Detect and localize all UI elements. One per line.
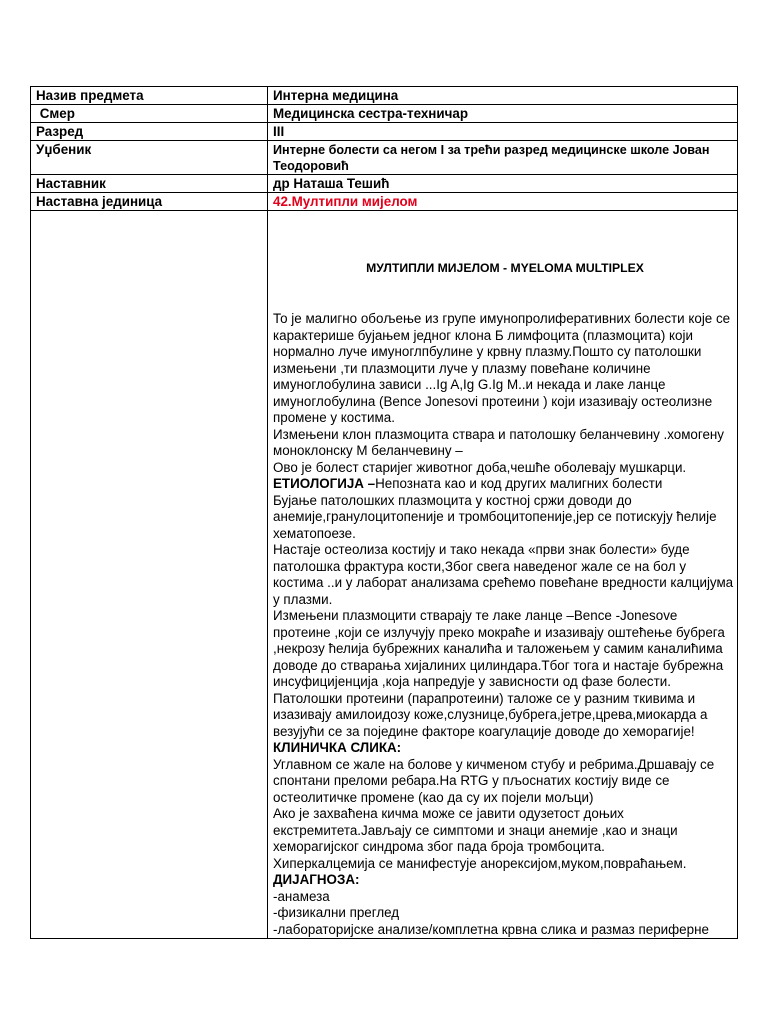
clinical-heading: КЛИНИЧКА СЛИКА: — [273, 740, 402, 755]
paragraph: Патолошки протеини (парапротеини) таложе се у разним ткивима и изазивају амилоидозу коже,слузнице,бубрега,јетре,црева,миокарда а везујући се за поједине факторе коагулације доводе до хеморагије! — [273, 690, 708, 739]
label-grade: Разред — [31, 123, 268, 141]
table-row — [31, 175, 738, 193]
table-row — [31, 123, 738, 141]
table-row — [31, 105, 738, 123]
value-track: Медицинска сестра-техничар — [268, 105, 738, 123]
content-cell — [268, 211, 738, 939]
paragraph: То је малигно обољење из групе имунопролиферативних болести које се карактерише бујањем једног клона Б лимфоцита (плазмоцита) који нормално луче имуноглпбулине у крвну плазму.Пошто су патолошки измењени ,ти плазмоцити луче у плазму повећане количине имуноглобулина зависи ...Ig A,Ig G.Ig M..и некада и лаке ланце имуноглобулина (Bence Jonesovi протеини ) који изазивају остеолизне промене у костима. — [273, 311, 731, 425]
diagnosis-item: -лабораторијске анализе/комплетна крвна слика и размаз периферне — [273, 921, 709, 937]
value-teacher: др Наташа Тешић — [268, 175, 738, 193]
label-subject: Назив предмета — [31, 87, 268, 105]
diagnosis-item: -физикални преглед — [273, 905, 400, 920]
paragraph: Настаје остеолиза костију и тако некада «први знак болести» буде патолошка фрактура кости,Због свега наведеног жале се на бол у костима ..и у лаборат анализама срећемо повећане вредности калцијума у плазми. — [273, 542, 734, 607]
value-grade: III — [268, 123, 738, 141]
empty-cell — [31, 211, 268, 939]
value-unit: 42.Мултипли мијелом — [268, 193, 738, 211]
paragraph: Хиперкалцемија се манифестује анорексијом,муком,повраћањем. — [273, 855, 687, 871]
lesson-table — [30, 86, 738, 939]
label-track: Смер — [31, 105, 268, 123]
paragraph: Бујање патолошких плазмоцита у костној сржи доводи до анемије,гранулоцитопеније и тромбоцитопеније,јер се потискују ћелије хематопоезе. — [273, 492, 717, 541]
etiology-heading: ЕТИОЛОГИЈА – — [273, 476, 376, 491]
diagnosis-heading: ДИЈАГНОЗА: — [273, 872, 360, 887]
table-row — [31, 141, 738, 175]
paragraph: Измењени плазмоцити стварају те лаке ланце –Bence -Jonesove протеине ,који се излучују преко мокраће и изазивају оштећење бубрега ,некрозу ћелија бубрежних каналића и таложењем у самим каналићима доводе до стварања хијалиних цилиндара.Тбог тога и настаје бубрежна инсуфицијенција ,која напредује у зависности од фазе болести. — [273, 608, 725, 689]
label-unit: Наставна јединица — [31, 193, 268, 211]
content-title: МУЛТИПЛИ МИЈЕЛОМ - MYELOMA MULTIPLEX — [366, 261, 644, 275]
paragraph: Ово је болест старијег животног доба,чешће оболевају мушкарци. — [273, 459, 687, 475]
paragraph: Измењени клон плазмоцита ствара и патолошку беланчевину .хомогену моноклонску М беланчевину – — [273, 426, 724, 458]
paragraph: Ако је захваћена кичма може се јавити одузетост доњих екстремитета.Јављају се симптоми и знаци анемије ,као и знаци хеморагијског синдрома због пада броја тромбоцита. — [273, 806, 678, 854]
value-textbook: Интерне болести са негом I за трећи разред медицинске школе Јован Теодоровић — [268, 141, 738, 175]
diagnosis-item: -анамеза — [273, 888, 330, 904]
etiology-text: Непозната као и код других малигних болести — [375, 476, 663, 491]
table-row — [31, 193, 738, 211]
label-textbook: Уџбеник — [31, 141, 268, 175]
label-teacher: Наставник — [31, 175, 268, 193]
value-subject: Интерна медицина — [268, 87, 738, 105]
table-row — [31, 87, 738, 105]
etiology-paragraph — [273, 476, 737, 493]
table-row — [31, 211, 738, 939]
paragraph: Углавном се жале на болове у кичменом стубу и ребрима.Дршавају се спонтани преломи ребара.На RTG у пљоснатих костију виде се остеолитичке промене (као да су их појели мољци) — [273, 756, 715, 805]
